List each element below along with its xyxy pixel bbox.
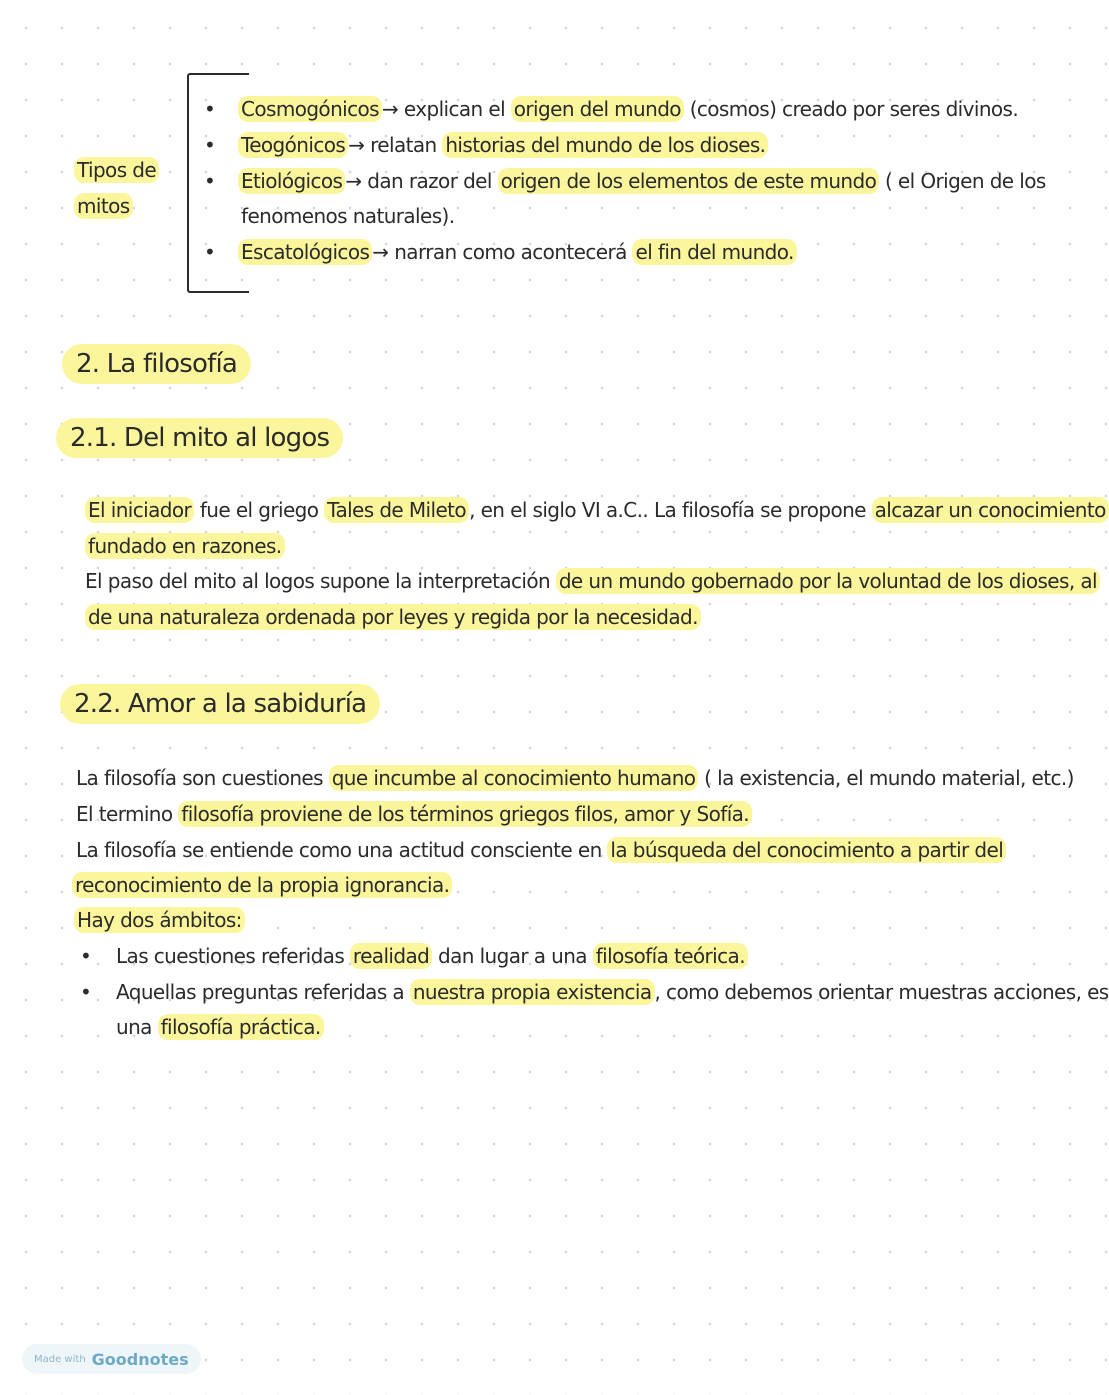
tipos-label [74,155,159,185]
section-2-heading: 2. La filosofía [62,344,251,384]
s21-line-3: El paso del mito al logos supone la interpretación de un mundo gobernado por la voluntad de los dioses, al [85,566,1100,596]
s22-bullet-teorica: Las cuestiones referidas realidad dan lugar a una filosofía teórica. [116,941,748,971]
mito-item-cosmogonicos: Cosmogónicos → explican el origen del mundo (cosmos) creado por seres divinos. [238,94,1018,124]
s22-bullet-practica: Aquellas preguntas referidas a nuestra propia existencia , como debemos orientar muestras acciones, es [116,980,1109,1004]
mito-item-escatologicos: Escatológicos → narran como acontecerá el fin del mundo. [238,237,797,267]
section-2-1-heading: 2.1. Del mito al logos [56,418,343,458]
bullet-icon: • [80,944,92,968]
bullet-icon: • [204,169,216,193]
bullet-icon: • [204,97,216,121]
mito-item-etiologicos-cont: fenomenos naturales). [241,204,455,228]
s21-line-1: El iniciador fue el griego Tales de Mileto , en el siglo VI a.C.. La filosofía se propone alcazar un conocimiento [85,495,1109,525]
s22-line-2: El termino filosofía proviene de los términos griegos filos, amor y Sofía. [76,799,752,829]
tipos-label-line2: mitos [74,193,133,219]
section-2-2-heading: 2.2. Amor a la sabiduría [60,684,380,724]
s22-bullet-practica-cont: una filosofía práctica. [116,1012,324,1042]
bullet-icon: • [80,980,92,1004]
made-with-label: Made with [34,1353,86,1365]
mito-item-teogonicos: Teogónicos → relatan historias del mundo de los dioses. [238,130,768,160]
tipos-label-2 [74,191,133,221]
s21-line-2: fundado en razones. [85,531,285,561]
s22-line-5: Hay dos ámbitos: [74,905,245,935]
s21-line-4: de una naturaleza ordenada por leyes y regida por la necesidad. [85,602,701,632]
bullet-icon: • [204,240,216,264]
tipos-label-line1: Tipos de [74,157,159,183]
s22-line-4: reconocimiento de la propia ignorancia. [72,870,452,900]
bullet-icon: • [204,133,216,157]
goodnotes-badge [22,1344,201,1374]
mito-item-etiologicos: Etiológicos → dan razor del origen de los elementos de este mundo ( el Origen de los [238,166,1046,196]
s22-line-3: La filosofía se entiende como una actitud consciente en la búsqueda del conocimiento a partir del [76,835,1006,865]
goodnotes-logo: Goodnotes [91,1349,189,1369]
s22-line-1: La filosofía son cuestiones que incumbe al conocimiento humano ( la existencia, el mundo material, etc.) [76,766,1074,790]
